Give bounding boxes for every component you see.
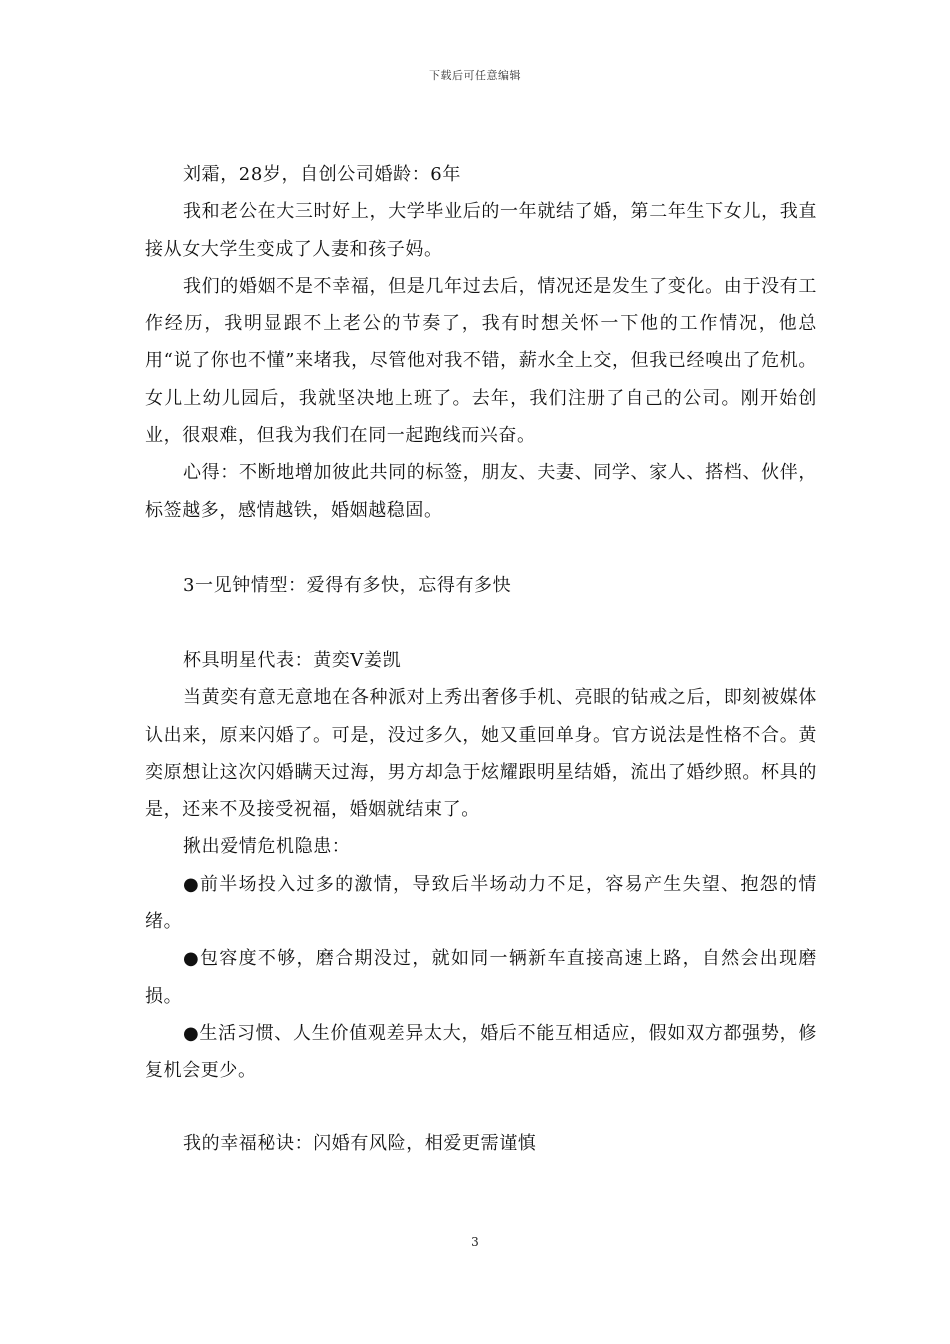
- paragraph-celebrity: 杯具明星代表：黄奕V姜凯: [183, 650, 402, 671]
- section-liushuang: [145, 156, 817, 529]
- page-header: 下载后可任意编辑: [429, 69, 521, 82]
- bullet-item: ●生活习惯、人生价值观差异太大，婚后不能互相适应，假如双方都强势，修复机会更少。: [145, 1022, 817, 1082]
- paragraph: 我们的婚姻不是不幸福，但是几年过去后，情况还是发生了变化。由于没有工作经历，我明显跟不上老公的节奏了，我有时想关怀一下他的工作情况，他总用“说了你也不懂”来堵我，尽管他对我不错，薪水全上交，但我已经嗅出了危机。女儿上幼儿园后，我就坚决地上班了。去年，我们注册了自己的公司。刚开始创业，很艰难，但我为我们在同一起跑线而兴奋。: [145, 275, 817, 447]
- paragraph-profile: 刘霜，28岁，自创公司婚龄：6年: [183, 164, 461, 185]
- section-secret: [145, 1125, 817, 1162]
- section-heading-3: [145, 567, 817, 604]
- bullet-item: ●包容度不够，磨合期没过，就如同一辆新车直接高速上路，自然会出现磨损。: [145, 948, 817, 1007]
- section-title: 3一见钟情型：爱得有多快，忘得有多快: [183, 575, 512, 596]
- bullet-item: ●前半场投入过多的激情，导致后半场动力不足，容易产生失望、抱怨的情绪。: [145, 873, 817, 933]
- page-number: 3: [471, 1235, 479, 1249]
- paragraph-secret: 我的幸福秘诀：闪婚有风险，相爱更需谨慎: [183, 1133, 537, 1154]
- paragraph: 我和老公在大三时好上，大学毕业后的一年就结了婚，第二年生下女儿，我直接从女大学生变成了人妻和孩子妈。: [145, 201, 817, 260]
- paragraph-crisis-heading: 揪出爱情危机隐患：: [183, 836, 351, 858]
- paragraph-insight: 心得：不断地增加彼此共同的标签，朋友、夫妻、同学、家人、搭档、伙伴，标签越多，感情越铁，婚姻越稳固。: [145, 462, 817, 521]
- paragraph: 当黄奕有意无意地在各种派对上秀出奢侈手机、亮眼的钻戒之后，即刻被媒体认出来，原来闪婚了。可是，没过多久，她又重回单身。官方说法是性格不合。黄奕原想让这次闪婚瞒天过海，男方却急于炫耀跟明星结婚，流出了婚纱照。杯具的是，还来不及接受祝福，婚姻就结束了。: [145, 687, 817, 821]
- section-celebrity-example: [145, 642, 817, 1090]
